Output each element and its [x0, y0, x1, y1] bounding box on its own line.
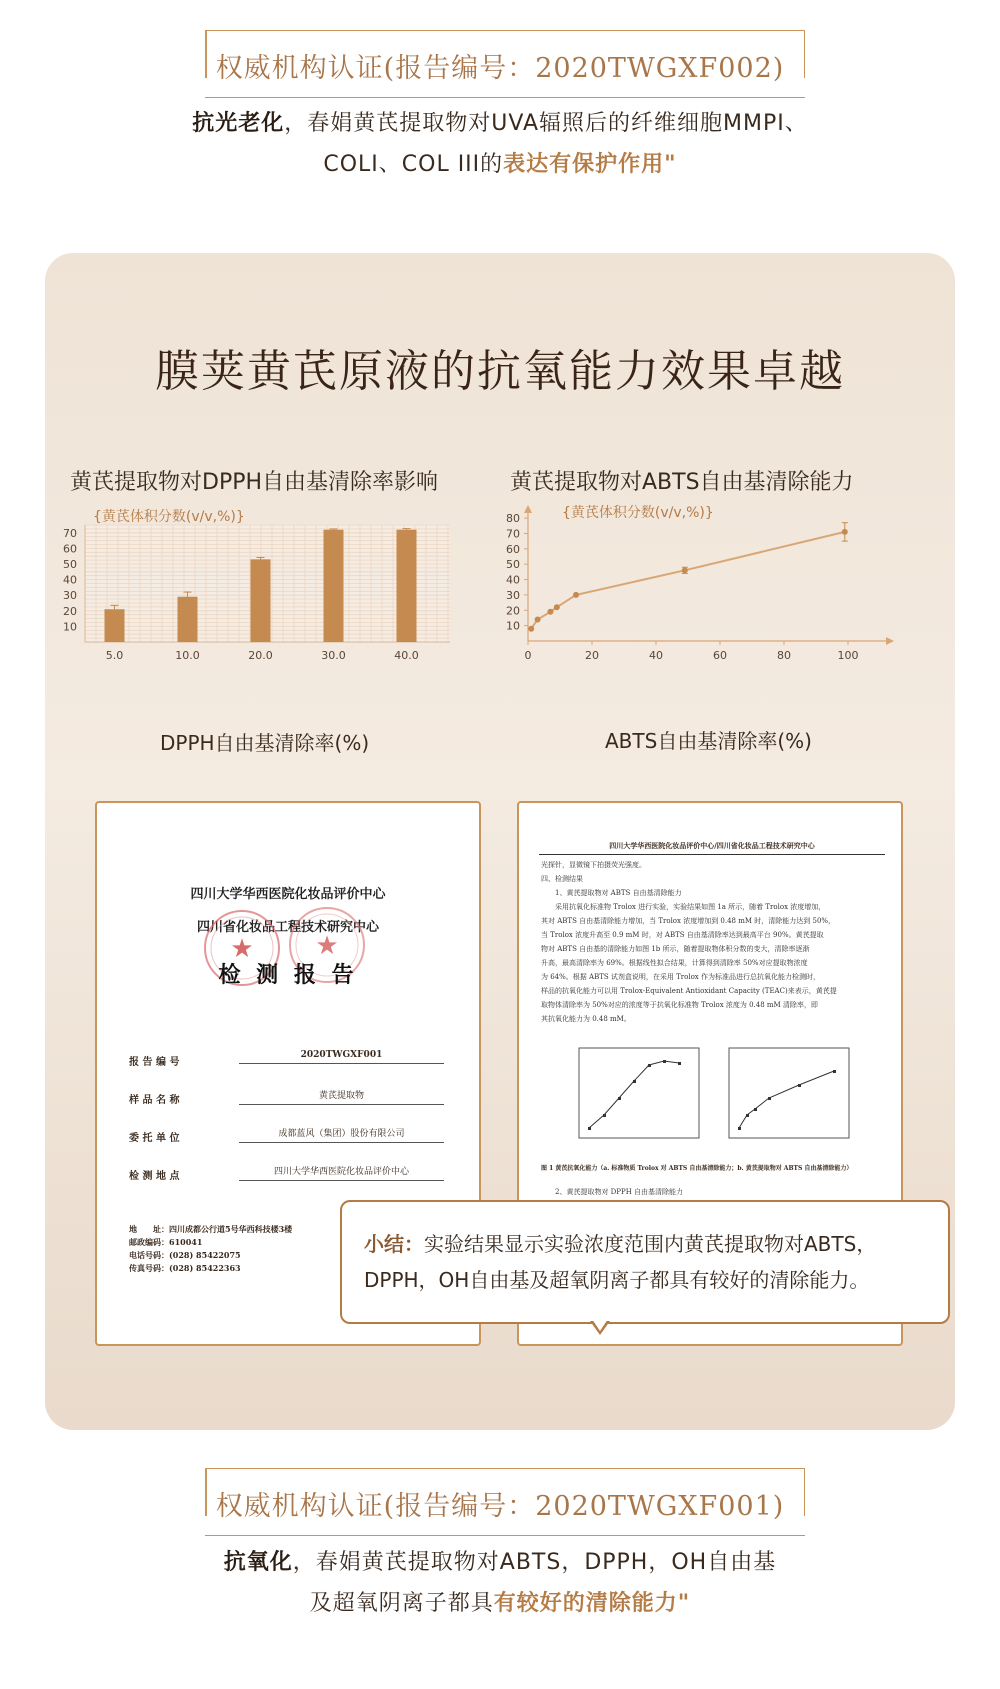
chart1-subtitle: {黄芪体积分数(v/v,%)}	[93, 509, 245, 525]
summary-label: 小结：	[364, 1232, 424, 1256]
chart1-bar	[178, 597, 198, 642]
bottom-cert-description	[0, 1542, 1000, 1624]
summary-callout	[340, 1200, 950, 1324]
report-org1: 四川大学华西医院化妆品评价中心	[190, 887, 386, 902]
report-row: 报 告 编 号 2020TWGXF001	[129, 1053, 449, 1091]
svg-text:★: ★	[230, 934, 254, 964]
report-mini-charts	[559, 1043, 869, 1153]
chart2-series-line	[531, 532, 845, 629]
chart2-y-tick-label: 50	[506, 558, 520, 572]
chart2-y-tick-label: 80	[506, 512, 520, 526]
chart2-point	[554, 604, 560, 610]
chart1-bar	[397, 530, 417, 642]
chart1-bar	[251, 559, 271, 642]
top-cert-highlight: 表达有保护作用"	[503, 152, 677, 177]
chart2-x-tick-label: 0	[524, 649, 532, 662]
svg-text:★: ★	[315, 931, 339, 961]
chart1-y-tick-label: 50	[63, 558, 77, 571]
report-info-table	[129, 1050, 449, 1205]
chart2-xlabel: ABTS自由基清除率(%)	[605, 729, 812, 753]
chart2-point	[842, 529, 848, 535]
chart1-y-tick-label: 70	[63, 526, 77, 540]
chart2-title: 黄芪提取物对ABTS自由基清除能力	[510, 470, 854, 495]
chart2-point	[547, 609, 553, 615]
chart1-x-tick-label: 5.0	[105, 649, 124, 662]
chart2-point	[682, 567, 688, 573]
bottom-cert-bold: 抗氧化	[223, 1550, 293, 1575]
chart2-point	[535, 616, 541, 622]
chart2-point	[528, 626, 534, 632]
chart2-x-tick-label: 80	[777, 649, 791, 662]
chart2-x-arrow	[886, 637, 894, 645]
top-cert-description	[0, 103, 1000, 185]
report-row: 委 托 单 位 成都蓝风（集团）股份有限公司	[129, 1129, 449, 1167]
report-org2: 四川省化妆品工程技术研究中心	[196, 920, 379, 935]
chart1-y-tick-label: 30	[63, 589, 77, 603]
chart1-bar	[324, 530, 344, 642]
chart1-y-tick-label: 60	[63, 542, 77, 556]
report-figure-caption: 图 1 黄芪抗氧化能力（a. 标准物质 Trolox 对 ABTS 自由基清除能力；b. 黄芪提取物对 ABTS 自由基清除能力）	[541, 1165, 853, 1172]
abts-line-chart	[480, 500, 950, 720]
report-title: 检 测 报 告	[218, 962, 358, 988]
chart1-y-tick-label: 40	[63, 573, 77, 587]
report-row: 样 品 名 称 黄芪提取物	[129, 1091, 449, 1129]
report-footer: 地 址：四川成都公行道5号华西科技楼3楼 邮政编码：610041 电话号码：(028) 85422075 传真号码：(028) 85422363	[129, 1224, 293, 1273]
top-cert-title: 权威机构认证(报告编号：2020TWGXF002)	[215, 53, 785, 84]
report-row: 检 测 地 点 四川大学华西医院化妆品评价中心	[129, 1167, 449, 1205]
chart1-title: 黄芪提取物对DPPH自由基清除率影响	[70, 470, 439, 495]
chart2-subtitle: {黄芪体积分数(v/v,%)}	[562, 505, 714, 521]
chart2-x-tick-label: 40	[649, 649, 663, 662]
summary-text2: DPPH，OH自由基及超氧阴离子都具有较好的清除能力。	[364, 1268, 870, 1292]
report-section2: 2、黄芪提取物对 DPPH 自由基清除能力	[555, 1188, 684, 1196]
chart1-y-tick-label: 20	[63, 604, 77, 618]
chart1-x-tick-label: 10.0	[175, 649, 200, 662]
chart2-y-tick-label: 30	[506, 588, 520, 602]
bottom-cert-highlight: 有较好的清除能力"	[493, 1591, 691, 1616]
bottom-cert-mid: ，春娟黄芪提取物对ABTS，DPPH，OH自由基	[292, 1550, 777, 1575]
panel-title: 膜荚黄芪原液的抗氧能力效果卓越	[155, 346, 845, 397]
chart2-y-tick-label: 70	[506, 527, 520, 541]
dpph-bar-chart	[40, 500, 490, 720]
chart2-x-tick-label: 60	[713, 649, 727, 662]
chart2-point	[573, 592, 579, 598]
chart2-y-tick-label: 40	[506, 573, 520, 587]
bottom-cert-title: 权威机构认证(报告编号：2020TWGXF001)	[215, 1491, 785, 1522]
chart1-x-tick-label: 30.0	[321, 649, 346, 662]
chart1-bar	[105, 609, 125, 642]
chart1-x-tick-label: 20.0	[248, 649, 273, 662]
chart2-x-tick-label: 100	[837, 649, 859, 662]
chart2-y-tick-label: 60	[506, 542, 520, 556]
chart2-y-arrow	[524, 505, 532, 513]
top-cert-bold: 抗光老化	[192, 111, 285, 136]
report-page-header: 四川大学华西医院化妆品评价中心/四川省化妆品工程技术研究中心	[539, 841, 885, 855]
top-cert-line2: COLI、COL III的	[323, 152, 504, 177]
chart1-x-tick-label: 40.0	[394, 649, 419, 662]
report-page-body: 光探针，显微镜下拍摄荧光强度。 四、检测结果 1、黄芪提取物对 ABTS 自由基清除能力 采用抗氧化标准物 Trolox 进行实验，实验结果如图 1a 所示，随着 Trolox 浓度增加， 其对 ABTS 自由基清除能力增加，当 Trolox 浓度增加到 0.48 mM 时，清除能力达到 50%， 当 Trolox 浓度升高至 0.9 mM 时，对 ABTS 自由基清除率达到最高平台 90%。黄芪提取 物对 ABTS 自由基的清除能力如图 1b 所示，随着提取物体积分数的变大，清除率逐渐 升高，最高清除率为 69%。根据线性拟合结果，计算得到清除率 50%对应提取物浓度 为 64%。根据 ABTS 试剂盒说明，在采用 Trolox 作为标准品进行总抗氧化能力检测时， 样品的抗氧化能力可以用 Trolox-Equivalent Antioxidant Capacity (TEAC)来表示，黄芪提 取物体清除率为 50%对应的浓度等于抗氧化标准物 Trolox 浓度为 0.48 mM 清除率，即 其抗氧化能力为 0.48 mM。	[541, 861, 837, 1023]
top-cert-mid: ，春娟黄芪提取物对UVA辐照后的纤维细胞MMPI、	[284, 111, 808, 136]
chart2-x-tick-label: 20	[585, 649, 599, 662]
summary-pointer-inner	[592, 1319, 608, 1331]
chart2-y-tick-label: 10	[506, 619, 520, 633]
chart2-y-tick-label: 20	[506, 604, 520, 618]
chart1-y-tick-label: 10	[63, 620, 77, 634]
summary-text1: 实验结果显示实验浓度范围内黄芪提取物对ABTS，	[424, 1232, 877, 1256]
bottom-cert-line2: 及超氧阴离子都具	[309, 1591, 494, 1616]
chart1-xlabel: DPPH自由基清除率(%)	[160, 731, 370, 755]
